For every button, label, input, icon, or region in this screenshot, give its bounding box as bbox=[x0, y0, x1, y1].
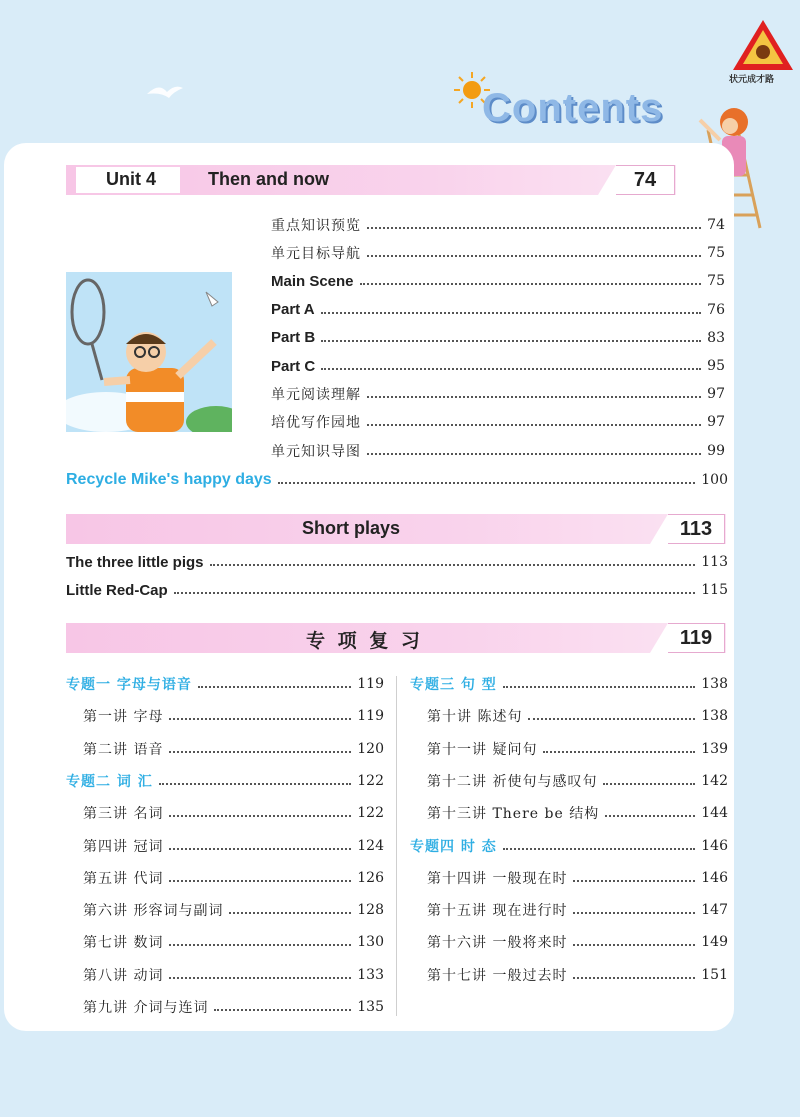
short-plays-page: 113 bbox=[668, 514, 725, 544]
toc-entry[interactable] bbox=[271, 242, 725, 264]
toc-entry-label: Part C bbox=[271, 357, 316, 375]
dot-leader bbox=[367, 227, 701, 229]
dot-leader bbox=[198, 686, 351, 688]
dot-leader bbox=[169, 815, 351, 817]
lecture-entry-label: 第十一讲 疑问句 bbox=[427, 741, 538, 758]
lecture-entry-label: 第十二讲 祈使句与感叹句 bbox=[427, 773, 598, 790]
lecture-entry-label: 第十六讲 一般将来时 bbox=[427, 935, 568, 952]
dot-leader bbox=[543, 751, 695, 753]
dot-leader bbox=[321, 340, 701, 342]
dot-leader bbox=[605, 815, 695, 817]
lecture-entry-label: 第八讲 动词 bbox=[83, 967, 164, 984]
lecture-entry-label: 第十五讲 现在进行时 bbox=[427, 903, 568, 920]
toc-entry[interactable] bbox=[271, 440, 725, 462]
lecture-entry[interactable] bbox=[83, 802, 384, 824]
toc-entry-page: 97 bbox=[707, 386, 725, 403]
lecture-entry-page: 119 bbox=[357, 708, 384, 725]
lecture-entry-label: 第五讲 代词 bbox=[83, 870, 164, 887]
dot-leader bbox=[210, 564, 696, 566]
lecture-entry-page: 126 bbox=[357, 869, 384, 886]
lecture-entry-page: 142 bbox=[701, 772, 728, 789]
toc-entry-page: 83 bbox=[707, 329, 725, 346]
lecture-entry[interactable] bbox=[427, 931, 728, 953]
short-plays-title: Short plays bbox=[302, 518, 401, 538]
toc-entry-page: 74 bbox=[707, 217, 725, 233]
lecture-entry-label: 第二讲 语音 bbox=[83, 741, 164, 758]
lecture-entry-label: 第三讲 名词 bbox=[83, 806, 164, 823]
dot-leader bbox=[367, 424, 701, 426]
dot-leader bbox=[367, 453, 701, 455]
toc-entry-page: 76 bbox=[707, 301, 725, 318]
lecture-entry[interactable] bbox=[83, 705, 384, 727]
topic-entry[interactable] bbox=[66, 673, 384, 695]
lecture-entry-label: 第十四讲 一般现在时 bbox=[427, 870, 568, 887]
lecture-entry-page: 122 bbox=[357, 805, 384, 822]
topic-entry-label: 专题一 字母与语音 bbox=[66, 677, 192, 693]
dot-leader bbox=[321, 312, 702, 314]
lecture-entry[interactable] bbox=[427, 867, 728, 889]
lecture-entry[interactable] bbox=[427, 802, 728, 824]
lecture-entry-page: 151 bbox=[701, 966, 728, 983]
lecture-entry-page: 133 bbox=[357, 966, 384, 983]
review-page: 119 bbox=[668, 623, 725, 653]
lecture-entry-page: 139 bbox=[701, 740, 728, 757]
play-entry-page: 113 bbox=[701, 554, 728, 570]
dot-leader bbox=[169, 944, 351, 946]
toc-entry[interactable] bbox=[271, 327, 725, 349]
publisher-logo-icon bbox=[731, 18, 795, 74]
topic-entry[interactable] bbox=[410, 835, 728, 857]
toc-entry-page: 95 bbox=[707, 358, 725, 374]
dot-leader bbox=[169, 880, 351, 882]
toc-entry-label: 单元知识导图 bbox=[271, 443, 361, 460]
dot-leader bbox=[573, 944, 695, 946]
lecture-entry-page: 124 bbox=[357, 837, 384, 854]
lecture-entry-label: 第十讲 陈述句 bbox=[427, 709, 523, 726]
toc-entry-label: 重点知识预览 bbox=[271, 218, 361, 234]
lecture-entry-page: 135 bbox=[357, 999, 384, 1015]
dot-leader bbox=[503, 848, 696, 850]
lecture-entry[interactable] bbox=[83, 931, 384, 953]
recycle-entry[interactable] bbox=[66, 469, 728, 491]
lecture-entry-page: 128 bbox=[357, 902, 384, 919]
lecture-entry-page: 144 bbox=[701, 805, 728, 822]
lecture-entry[interactable] bbox=[83, 835, 384, 857]
contents-title: Contents bbox=[482, 86, 664, 130]
lecture-entry-page: 147 bbox=[701, 902, 728, 919]
lecture-entry[interactable] bbox=[427, 899, 728, 921]
topic-entry-page: 119 bbox=[357, 676, 384, 692]
toc-entry-label: 培优写作园地 bbox=[271, 415, 361, 432]
toc-entry[interactable] bbox=[271, 299, 725, 321]
boy-badminton-illustration bbox=[66, 272, 232, 432]
toc-entry[interactable] bbox=[271, 383, 725, 405]
unit4-page: 74 bbox=[616, 165, 675, 195]
toc-entry[interactable] bbox=[271, 270, 725, 292]
topic-entry[interactable] bbox=[410, 673, 728, 695]
dot-leader bbox=[573, 880, 695, 882]
dot-leader bbox=[169, 848, 351, 850]
dot-leader bbox=[229, 912, 351, 914]
lecture-entry-label: 第七讲 数词 bbox=[83, 935, 164, 952]
lecture-entry[interactable] bbox=[83, 867, 384, 889]
toc-entry-label: 单元阅读理解 bbox=[271, 387, 361, 404]
dot-leader bbox=[169, 977, 351, 979]
topic-entry-page: 138 bbox=[701, 676, 728, 692]
lecture-entry-page: 149 bbox=[701, 934, 728, 951]
recycle-label: Recycle Mike's happy days bbox=[66, 471, 272, 488]
unit-label: Unit 4 bbox=[106, 169, 157, 189]
dot-leader bbox=[159, 783, 352, 785]
dot-leader bbox=[528, 718, 695, 720]
dot-leader bbox=[169, 718, 351, 720]
play-entry-label: Little Red-Cap bbox=[66, 581, 168, 599]
toc-entry-label: Part A bbox=[271, 301, 315, 319]
column-divider bbox=[396, 676, 397, 1016]
topic-entry-page: 122 bbox=[357, 772, 384, 789]
short-plays-header-band bbox=[66, 514, 726, 544]
topic-entry-label: 专题四 时 态 bbox=[410, 838, 497, 855]
toc-entry-label: 单元目标导航 bbox=[271, 246, 361, 263]
lecture-entry[interactable] bbox=[427, 738, 728, 760]
topic-entry-label: 专题三 句 型 bbox=[410, 677, 497, 693]
publisher-logo-text: 状元成才路 bbox=[729, 75, 775, 85]
dot-leader bbox=[367, 255, 701, 257]
toc-entry-page: 97 bbox=[707, 414, 725, 431]
lecture-entry[interactable] bbox=[427, 705, 728, 727]
lecture-entry[interactable] bbox=[427, 964, 728, 986]
lecture-entry[interactable] bbox=[83, 738, 384, 760]
dot-leader bbox=[503, 686, 696, 688]
toc-entry[interactable] bbox=[271, 411, 725, 433]
lecture-entry-label: 第十三讲 There be 结构 bbox=[427, 806, 600, 823]
dot-leader bbox=[169, 751, 351, 753]
lecture-entry-label: 第一讲 字母 bbox=[83, 709, 164, 726]
dot-leader bbox=[367, 396, 701, 398]
dot-leader bbox=[603, 783, 695, 785]
dot-leader bbox=[174, 592, 696, 594]
review-title: 专 项 复 习 bbox=[306, 630, 423, 652]
lecture-entry-page: 138 bbox=[701, 708, 728, 725]
lecture-entry-label: 第四讲 冠词 bbox=[83, 838, 164, 855]
play-entry-label: The three little pigs bbox=[66, 553, 204, 571]
play-entry[interactable] bbox=[66, 579, 728, 601]
review-header-band bbox=[66, 623, 726, 653]
dot-leader bbox=[321, 368, 701, 370]
lecture-entry-page: 146 bbox=[701, 869, 728, 886]
dot-leader bbox=[214, 1009, 351, 1011]
unit4-header-band bbox=[66, 165, 676, 195]
dot-leader bbox=[573, 977, 695, 979]
toc-entry-page: 75 bbox=[707, 273, 725, 290]
lecture-entry[interactable] bbox=[83, 964, 384, 986]
lecture-entry-page: 130 bbox=[357, 934, 384, 951]
dot-leader bbox=[573, 912, 695, 914]
lecture-entry-label: 第十七讲 一般过去时 bbox=[427, 967, 568, 984]
unit-title: Then and now bbox=[208, 169, 329, 189]
toc-entry-label: Main Scene bbox=[271, 272, 354, 290]
topic-entry[interactable] bbox=[66, 770, 384, 792]
recycle-page: 100 bbox=[701, 472, 728, 488]
lecture-entry[interactable] bbox=[427, 770, 728, 792]
toc-entry[interactable] bbox=[271, 355, 725, 377]
lecture-entry[interactable] bbox=[83, 899, 384, 921]
bird-icon bbox=[145, 80, 185, 102]
play-entry[interactable] bbox=[66, 551, 728, 573]
lecture-entry-page: 120 bbox=[357, 740, 384, 757]
topic-entry-label: 专题二 词 汇 bbox=[66, 773, 153, 790]
toc-entry-page: 75 bbox=[707, 245, 725, 262]
topic-entry-page: 146 bbox=[701, 837, 728, 854]
toc-entry-label: Part B bbox=[271, 329, 316, 347]
lecture-entry-label: 第六讲 形容词与副词 bbox=[83, 903, 224, 920]
lecture-entry[interactable] bbox=[83, 996, 384, 1018]
toc-entry-page: 99 bbox=[707, 442, 725, 459]
lecture-entry-label: 第九讲 介词与连词 bbox=[83, 1000, 209, 1016]
play-entry-page: 115 bbox=[701, 582, 728, 598]
dot-leader bbox=[360, 283, 702, 285]
toc-entry[interactable] bbox=[271, 214, 725, 236]
